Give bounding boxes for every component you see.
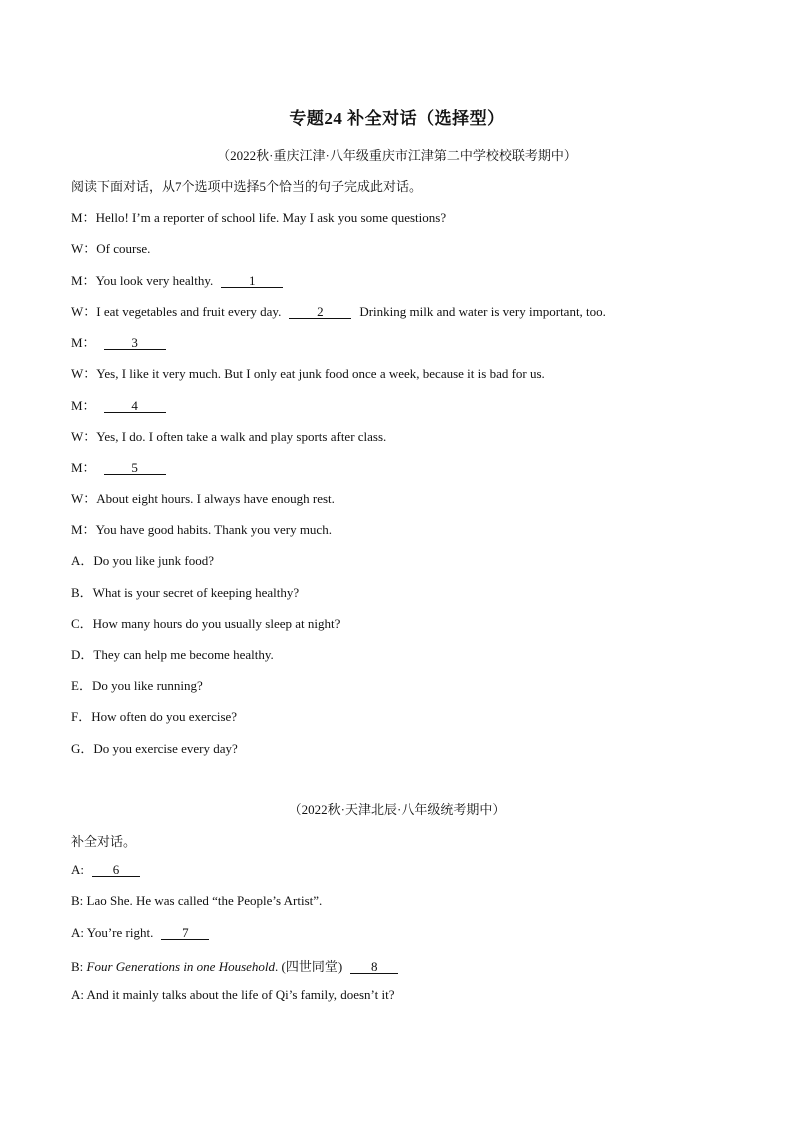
answer-blank-5[interactable]: 5 — [104, 461, 166, 475]
section2-source: （2022秋·天津北辰·八年级统考期中） — [288, 802, 506, 817]
dialogue-line — [71, 519, 332, 538]
dialogue-text: A: You’re right. — [71, 925, 154, 940]
page-title: 专题24 补全对话（选择型） — [289, 109, 505, 128]
dialogue-line — [71, 862, 140, 878]
dialogue-line — [71, 956, 398, 975]
section1-instruction: 阅读下面对话，从7个选项中选择5个恰当的句子完成此对话。 — [71, 179, 423, 194]
dialogue-text: Hello! I’m a reporter of school life. May I ask you some questions? — [95, 210, 447, 225]
answer-blank-4[interactable]: 4 — [104, 399, 166, 413]
dialogue-line — [71, 395, 166, 414]
dialogue-line — [71, 488, 335, 507]
answer-blank-1[interactable]: 1 — [221, 274, 283, 288]
dialogue-line — [71, 238, 150, 257]
dialogue-line — [71, 332, 166, 351]
answer-blank-8[interactable]: 8 — [350, 960, 398, 974]
option-c: C．How many hours do you usually sleep at night? — [71, 616, 341, 631]
speaker-label: W： — [71, 491, 97, 506]
speaker-label: W： — [71, 304, 97, 319]
dialogue-line — [71, 207, 446, 226]
dialogue-text: Of course. — [96, 241, 151, 256]
answer-blank-2[interactable]: 2 — [289, 305, 351, 319]
speaker-label: M： — [71, 273, 96, 288]
dialogue-line — [71, 301, 606, 320]
book-note: . (四世同堂) — [275, 959, 343, 974]
option-f: F．How often do you exercise? — [71, 709, 238, 724]
dialogue-line: A: And it mainly talks about the life of Qi’s family, doesn’t it? — [71, 987, 395, 1002]
speaker-label: A: — [71, 862, 84, 877]
speaker-label: M： — [71, 398, 96, 413]
dialogue-text: Yes, I like it very much. But I only eat junk food once a week, because it is bad for us. — [96, 366, 545, 381]
speaker-label: B: — [71, 959, 84, 974]
book-title: Four Generations in one Household — [86, 959, 276, 974]
option-d: D．They can help me become healthy. — [71, 647, 274, 662]
section1-source: （2022秋·重庆江津·八年级重庆市江津第二中学校校联考期中） — [217, 148, 577, 163]
dialogue-line — [71, 457, 166, 476]
dialogue-text: You have good habits. Thank you very much. — [95, 522, 332, 537]
speaker-label: W： — [71, 429, 97, 444]
dialogue-text: About eight hours. I always have enough rest. — [96, 491, 335, 506]
dialogue-line — [71, 426, 386, 445]
dialogue-text: I eat vegetables and fruit every day. — [96, 304, 282, 319]
speaker-label: M： — [71, 210, 96, 225]
speaker-label: M： — [71, 460, 96, 475]
option-g: G．Do you exercise every day? — [71, 741, 238, 756]
option-b: B．What is your secret of keeping healthy? — [71, 585, 300, 600]
speaker-label: M： — [71, 335, 96, 350]
dialogue-text: Yes, I do. I often take a walk and play sports after class. — [96, 429, 387, 444]
speaker-label: W： — [71, 366, 97, 381]
dialogue-text: You look very healthy. — [95, 273, 214, 288]
dialogue-line: B: Lao She. He was called “the People’s Artist”. — [71, 893, 323, 908]
speaker-label: W： — [71, 241, 97, 256]
option-e: E．Do you like running? — [71, 678, 203, 693]
dialogue-text-after: Drinking milk and water is very important, too. — [359, 304, 606, 319]
dialogue-line — [71, 363, 545, 382]
answer-blank-7[interactable]: 7 — [161, 926, 209, 940]
answer-blank-6[interactable]: 6 — [92, 863, 140, 877]
dialogue-line — [71, 270, 283, 289]
speaker-label: M： — [71, 522, 96, 537]
section2-instruction: 补全对话。 — [71, 834, 137, 849]
option-a: A．Do you like junk food? — [71, 553, 214, 568]
dialogue-line — [71, 925, 209, 941]
answer-blank-3[interactable]: 3 — [104, 336, 166, 350]
